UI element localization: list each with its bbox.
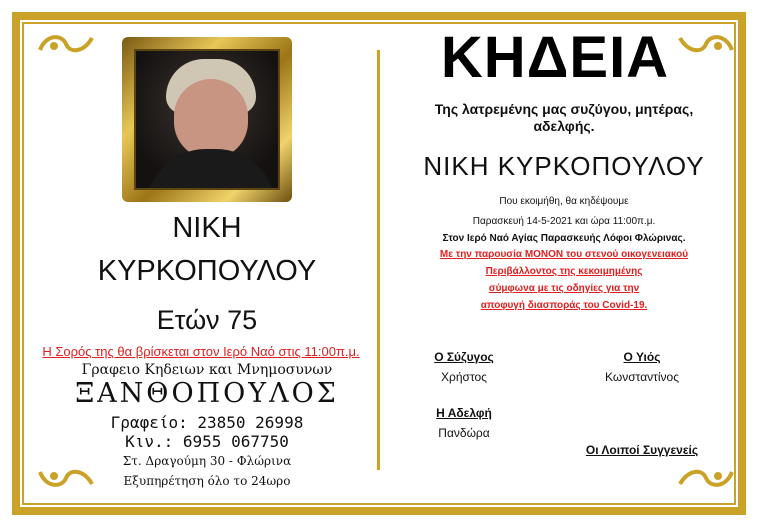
deceased-age: Ετών 75 [156, 305, 258, 335]
portrait-frame [122, 37, 292, 202]
intro-line-1: Της λατρεμένης μας συζύγου, μητέρας, [434, 101, 694, 117]
relative-label-husband: Ο Σύζυγος [434, 350, 494, 364]
bottom-right-flourish-icon [676, 462, 736, 492]
deceased-surname: ΚΥΡΚΟΠΟΥΛΟΥ [97, 255, 317, 287]
ceremony-church: Στον Ιερό Ναό Αγίας Παρασκευής Λόφοι Φλώρινας. [442, 233, 686, 244]
funeral-office-label: Γραφειο Κηδειων και Μνημοσυνων [81, 362, 333, 378]
service-hours: Εξυπηρέτηση όλο το 24ωρο [123, 474, 291, 488]
relative-name-son: Κωνσταντίνος [604, 370, 679, 384]
ceremony-line-1: Που εκοιμήθη, θα κηδέψουμε [499, 196, 629, 207]
ceremony-date-time: Παρασκευή 14-5-2021 και ώρα 11:00π.μ. [472, 216, 656, 227]
funeral-office-brand: ΞΑΝΘΟΠΟΥΛΟΣ [75, 378, 339, 409]
portrait-photo [134, 49, 280, 190]
mobile-phone: Κιν.: 6955 067750 [125, 432, 289, 451]
covid-notice-line-2: Περιβάλλοντος της κεκοιμημένης [485, 266, 643, 277]
deceased-full-name: ΝΙΚΗ ΚΥΡΚΟΠΟΥΛΟΥ [423, 151, 705, 181]
covid-notice-line-1: Με την παρουσία ΜΟΝΟΝ του στενού οικογενειακού [439, 249, 689, 260]
office-phone: Γραφείο: 23850 26998 [110, 413, 304, 432]
covid-notice-line-4: αποφυγή διασποράς του Covid-19. [480, 300, 648, 311]
relative-label-son: Ο Υιός [623, 350, 661, 364]
intro-line-2: αδελφής. [533, 118, 595, 134]
relative-label-sister: Η Αδελφή [436, 406, 492, 420]
laid-out-notice: Η Σορός της θα βρίσκεται στον Ιερό Ναό στις 11:00π.μ. [42, 344, 360, 359]
notice-heading: ΚΗΔΕΙΑ [440, 25, 670, 90]
relative-name-sister: Πανδώρα [438, 426, 490, 440]
office-address: Στ. Δραγούμη 30 - Φλώρινα [122, 454, 292, 468]
top-left-flourish-icon [36, 30, 96, 60]
deceased-first-name: ΝΙΚΗ [172, 212, 242, 244]
relative-label-other-relatives: Οι Λοιποί Συγγενείς [585, 443, 699, 457]
relative-name-husband: Χρήστος [441, 370, 487, 384]
covid-notice-line-3: σύμφωνα με τις οδηγίες για την [488, 283, 640, 294]
